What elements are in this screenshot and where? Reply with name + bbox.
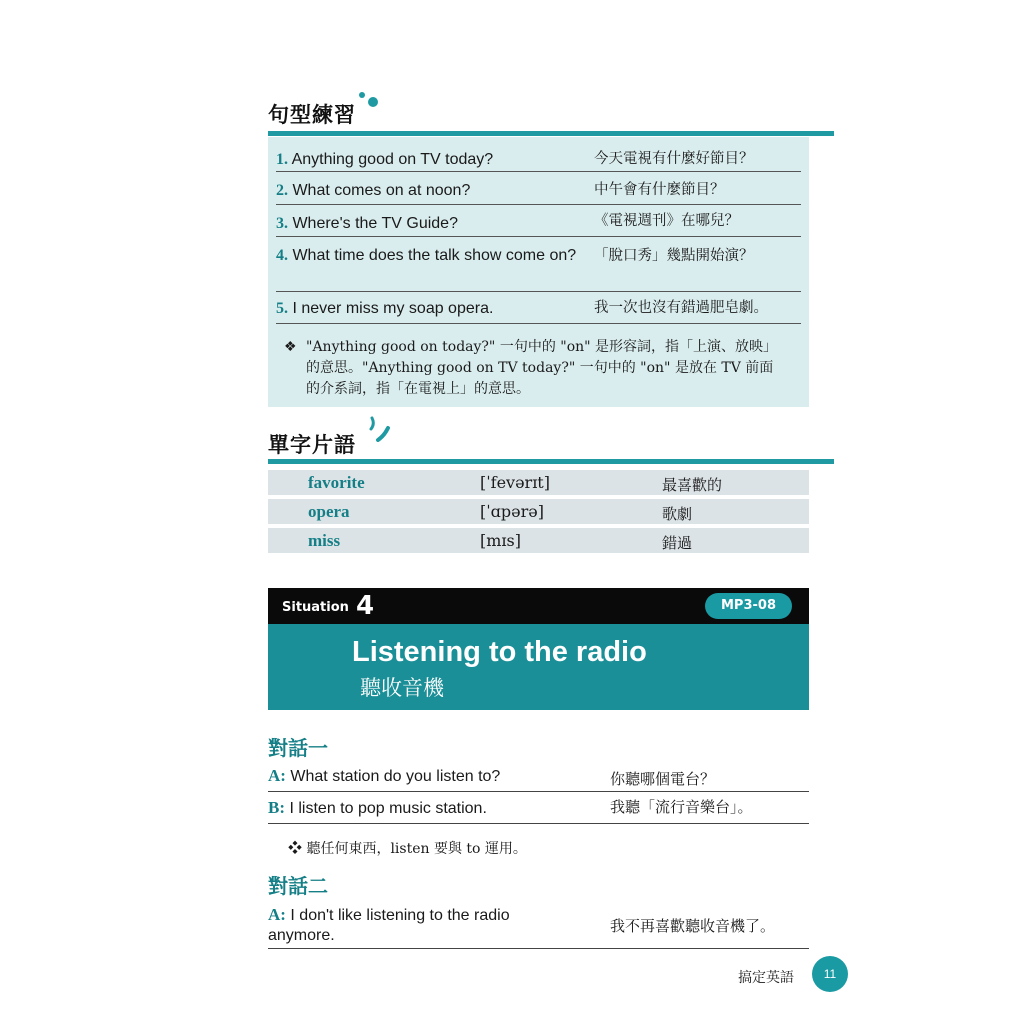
speaker-label: B (268, 798, 280, 817)
sentence-practice-panel (268, 137, 809, 407)
chinese-sentence: 《電視週刊》在哪兒？ (594, 213, 739, 229)
vocab-meaning: 最喜歡的 (662, 476, 723, 494)
speaker-label: A (268, 766, 281, 785)
vocab-meaning: 錯過 (662, 534, 693, 552)
dots-decoration-icon (356, 90, 382, 112)
english-sentence: Anything good on TV today? (291, 151, 494, 168)
section-rule (268, 131, 834, 136)
vocab-word: miss (308, 531, 341, 550)
chinese-sentence: 今天電視有什麼好節目？ (594, 151, 754, 167)
dialogue-line: A: I don't like listening to the radio anymore. 我不再喜歡聽收音機了。 (268, 902, 809, 949)
english-line: What station do you listen to? (290, 768, 501, 785)
splash-decoration-icon (366, 416, 392, 442)
practice-row (276, 237, 801, 292)
vocab-row (268, 470, 809, 495)
row-number: 3. (276, 215, 288, 232)
diamond-bullet-icon: ❖ (288, 841, 302, 857)
practice-row (276, 149, 801, 172)
vocab-row (268, 528, 809, 553)
vocab-phonetic: [mɪs] (480, 531, 521, 550)
situation-title-box (268, 624, 809, 710)
row-number: 1. (276, 151, 288, 168)
english-sentence: What time does the talk show come on? (292, 247, 577, 264)
practice-row (276, 172, 801, 205)
dialogue-2-heading: 對話二 (268, 874, 328, 898)
chinese-sentence: 中午會有什麼節目？ (594, 182, 725, 198)
situation-label: Situation (282, 600, 349, 615)
note-text: 聽任何東西，listen 要與 to 運用。 (306, 841, 527, 857)
vocab-meaning: 歌劇 (662, 505, 693, 523)
situation-subtitle: 聽收音機 (360, 676, 444, 700)
vocab-row (268, 499, 809, 524)
vocab-phonetic: [ˈfevərɪt] (480, 473, 550, 492)
row-number: 5. (276, 300, 288, 317)
speaker-label: A (268, 905, 281, 924)
audio-track-badge: MP3-08 (705, 593, 792, 619)
vocabulary-heading: 單字片語 (268, 433, 356, 457)
book-title: 搞定英語 (738, 970, 794, 986)
chinese-line: 你聽哪個電台？ (610, 770, 716, 788)
english-sentence: Where's the TV Guide? (292, 215, 458, 232)
situation-bar (268, 588, 809, 624)
dialogue-1-heading: 對話一 (268, 736, 328, 760)
sentence-practice-heading: 句型練習 (268, 103, 356, 127)
row-number: 2. (276, 182, 288, 199)
vocab-word: favorite (308, 473, 365, 492)
page-number: 11 (812, 956, 848, 992)
chinese-sentence: 「脫口秀」幾點開始演？ (594, 248, 754, 264)
chinese-line: 我聽「流行音樂台」。 (610, 798, 753, 816)
english-sentence: What comes on at noon? (292, 182, 471, 199)
practice-row (276, 205, 801, 237)
note-text: "Anything good on today?" 一句中的 "on" 是形容詞，指「上演、放映」的意思。"Anything good on TV today?" 一句中的 "on" 是放在 TV 前面的介系詞，指「在電視上」的意思。 (306, 339, 778, 397)
row-number: 4. (276, 247, 288, 264)
usage-note (288, 838, 527, 858)
vocab-word: opera (308, 502, 350, 521)
situation-title: Listening to the radio (352, 636, 647, 668)
dialogue-line: A: What station do you listen to? 你聽哪個電台？ (268, 762, 809, 792)
situation-number: 4 (356, 591, 375, 621)
diamond-bullet-icon: ❖ (284, 339, 297, 355)
section-rule (268, 459, 834, 464)
english-line: I listen to pop music station. (289, 800, 487, 817)
practice-row (276, 292, 801, 324)
vocab-phonetic: [ˈɑpərə] (480, 502, 544, 521)
chinese-line: 我不再喜歡聽收音機了。 (610, 917, 776, 935)
chinese-sentence: 我一次也沒有錯過肥皂劇。 (594, 300, 768, 316)
english-line: I don't like listening to the radio anymore. (268, 907, 510, 944)
english-sentence: I never miss my soap opera. (292, 300, 494, 317)
dialogue-line: B: I listen to pop music station. 我聽「流行音樂台」。 (268, 792, 809, 824)
grammar-note (284, 337, 786, 400)
